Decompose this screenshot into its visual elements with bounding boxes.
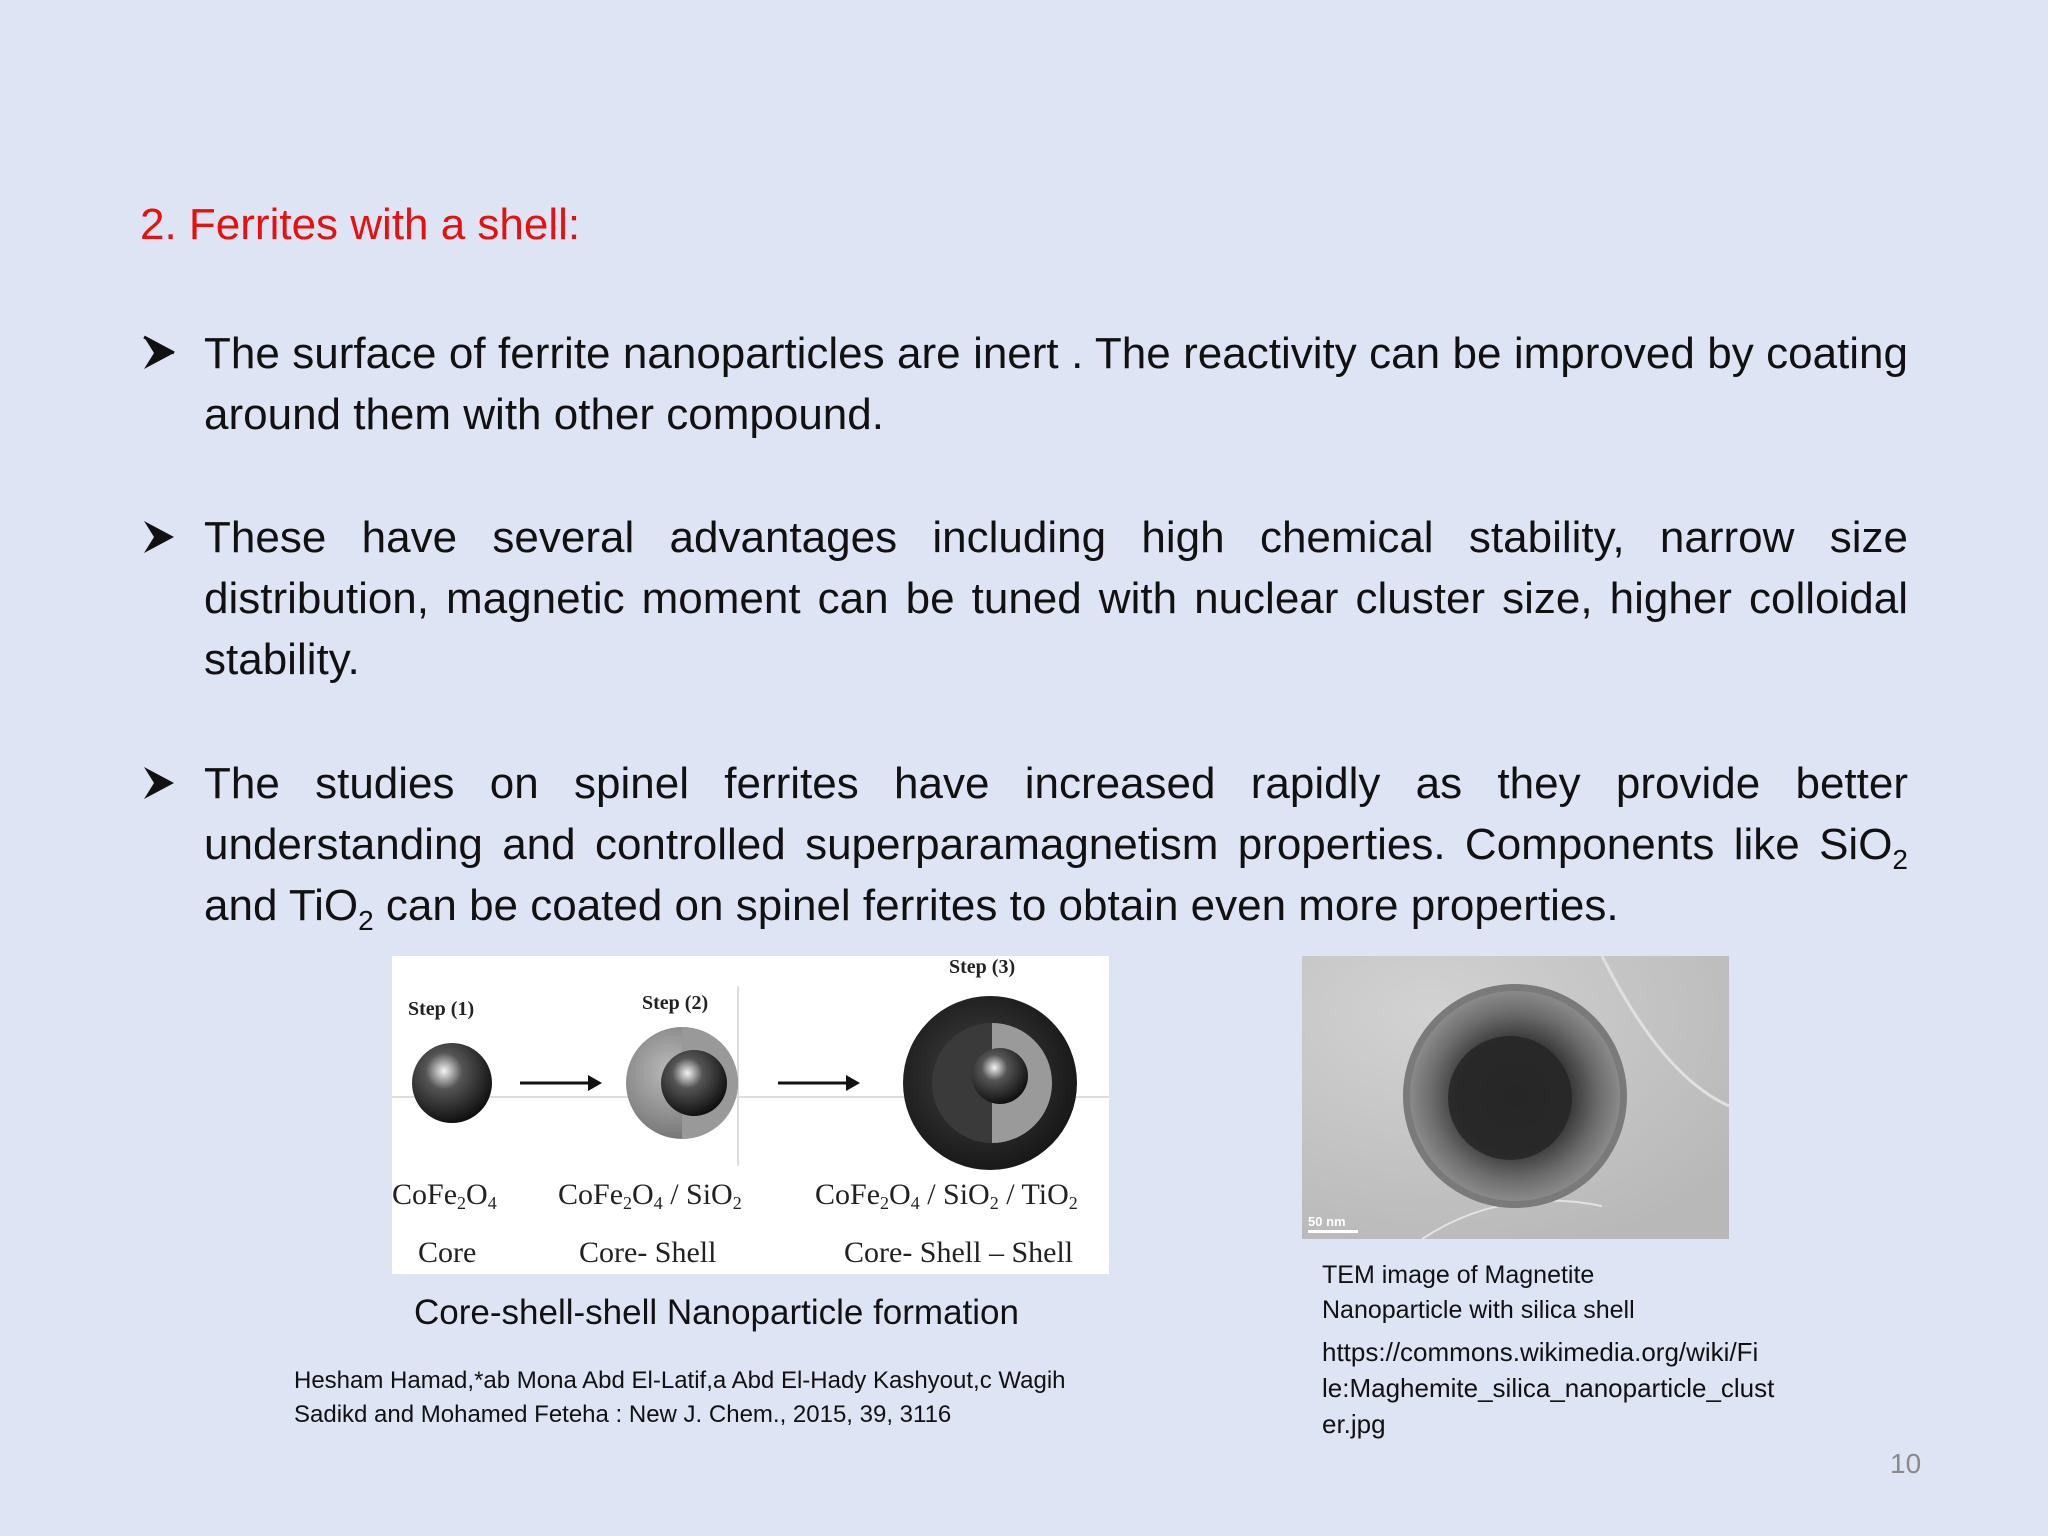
core-shell-formula: $CoFe_2O_4 / SiO_2$	[558, 1178, 742, 1213]
role-label: Core	[418, 1236, 477, 1269]
core-formula: $CoFe_2O_4$	[392, 1178, 497, 1213]
core-shell-shell-figure	[392, 956, 1109, 1274]
figure2-source-link[interactable]: https://commons.wikimedia.org/wiki/Fi le:Maghemite_silica_nanoparticle_clust er.jpg	[1322, 1337, 1775, 1439]
page-number: 10	[1890, 1448, 1922, 1479]
figure1-caption: Core-shell-shell Nanoparticle formation	[414, 1293, 1019, 1332]
bullet-item	[140, 753, 1908, 936]
nanoparticle-diagram	[392, 956, 1109, 1274]
core-particle	[412, 1043, 492, 1123]
step-label: Step (1)	[408, 998, 475, 1020]
step-label: Step (3)	[949, 956, 1016, 978]
arrowhead-bullet-icon	[140, 323, 190, 384]
scale-label: 50 nm	[1308, 1214, 1346, 1229]
bullet-item	[140, 507, 1908, 690]
bullet-text: The surface of ferrite nanoparticles are inert . The reactivity can be improved by coating around them with other compound.	[204, 329, 1908, 439]
scale-bar	[1308, 1230, 1358, 1233]
arrowhead-bullet-icon	[140, 753, 190, 814]
core-shell-shell-formula: $CoFe_2O_4 / SiO_2 / TiO_2$	[815, 1178, 1078, 1213]
bullet-item	[140, 323, 1908, 445]
tem-image	[1302, 956, 1729, 1239]
figure2-caption: TEM image of Magnetite Nanoparticle with silica shell	[1322, 1261, 1635, 1324]
figure1-reference: Hesham Hamad,*ab Mona Abd El-Latif,a Abd El-Hady Kashyout,c Wagih Sadikd and Mohamed Feteha : New J. Chem., 2015, 39, 3116	[294, 1367, 1066, 1428]
step-label: Step (2)	[642, 992, 709, 1014]
arrowhead-bullet-icon	[140, 507, 190, 568]
bullet-text: These have several advantages including high chemical stability, narrow size distribution, magnetic moment can be tuned with nuclear cluster size, higher colloidal stability.	[204, 513, 1908, 684]
role-label: Core- Shell	[579, 1236, 717, 1269]
role-label: Core- Shell – Shell	[844, 1236, 1074, 1269]
bullet-text: The studies on spinel ferrites have increased rapidly as they provide better understanding and controlled superparamagnetism properties. Components like SiO$_2$ and TiO$_2$ can be coated on spinel ferrites to obtain even more properties.	[204, 759, 1908, 936]
slide-heading: 2. Ferrites with a shell:	[140, 200, 581, 249]
